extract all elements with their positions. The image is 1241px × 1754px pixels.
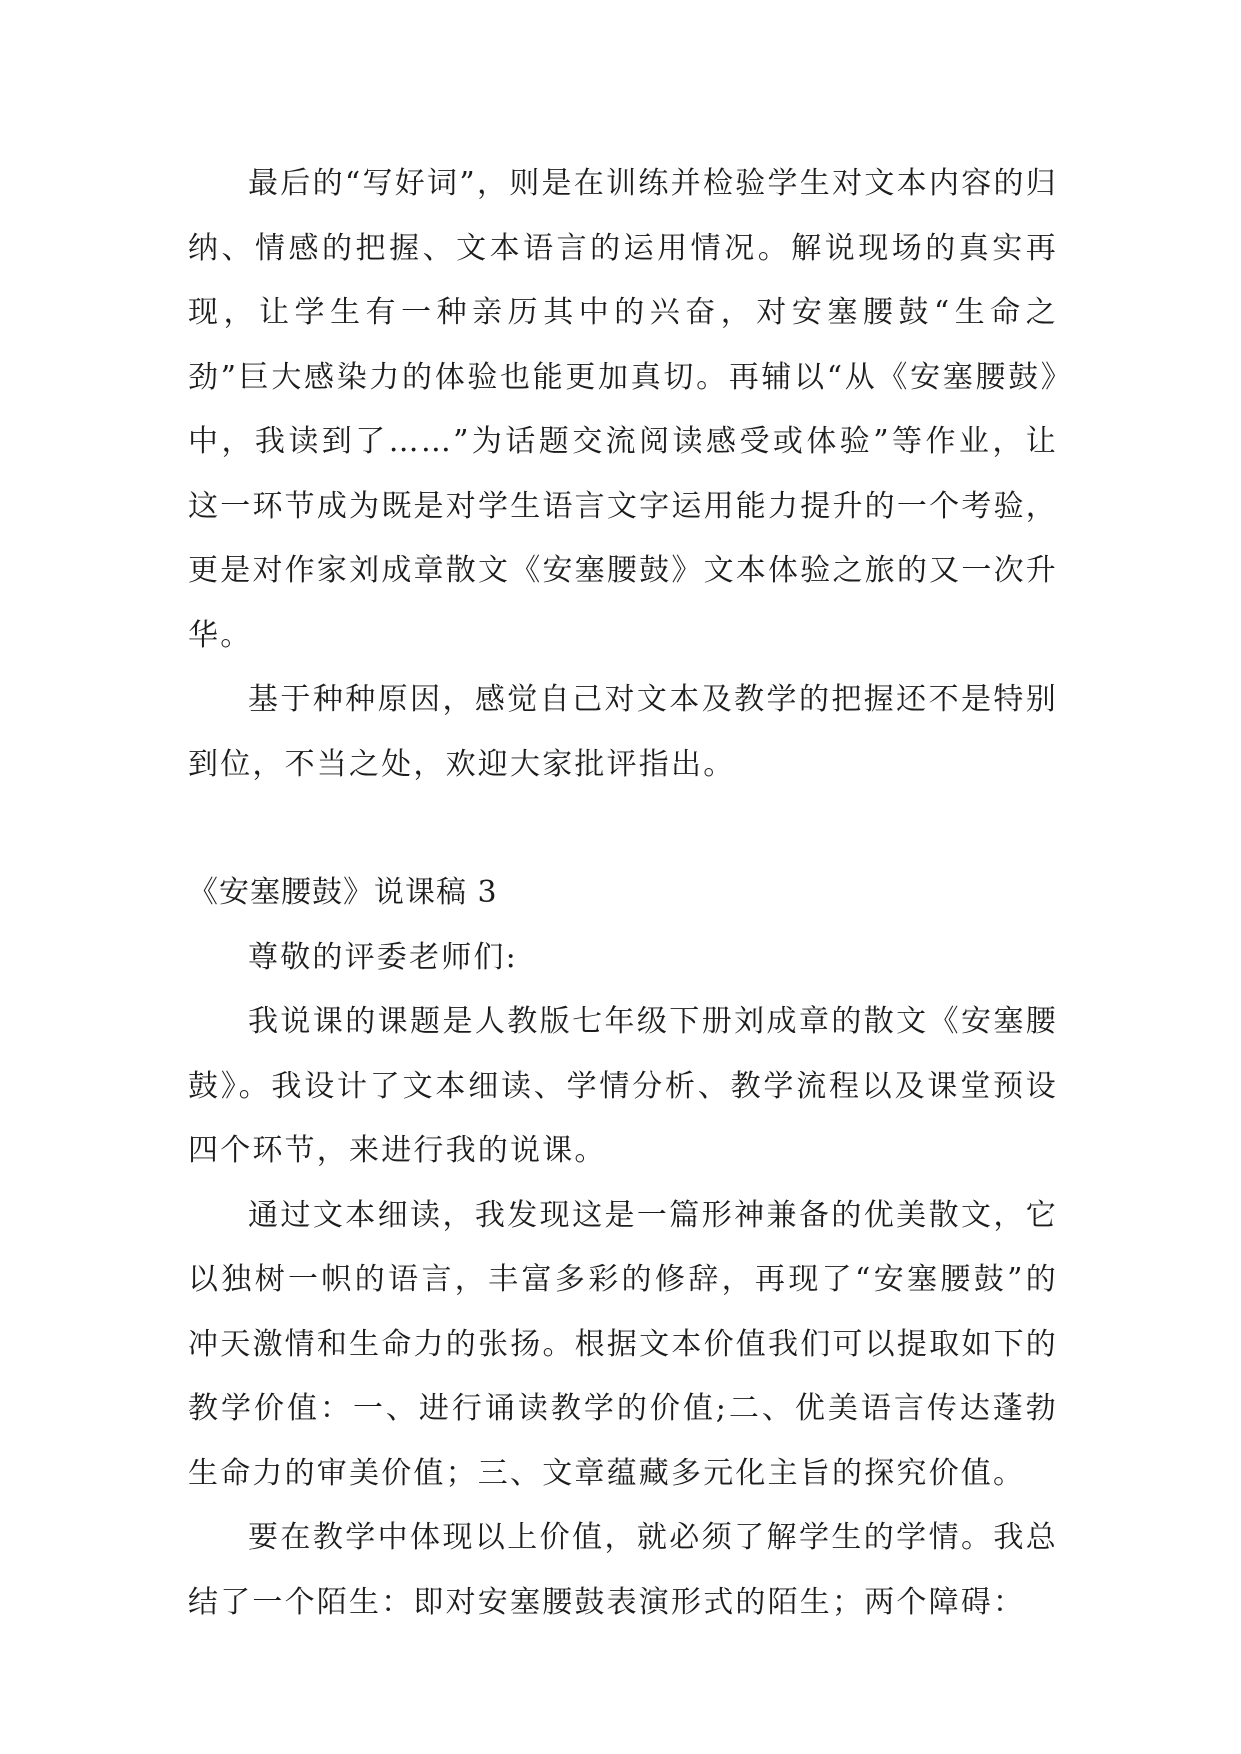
paragraph-greeting: 尊敬的评委老师们:	[248, 939, 518, 975]
paragraph-text-analysis: 通过文本细读，我发现这是一篇形神兼备的优美散文，它以独树一帜的语言，丰富多彩的修辞，再现了“安塞腰鼓”的冲天激情和生命力的张扬。根据文本价值我们可以提取如下的教学价值：一、进行诵读教学的价值;二、优美语言传达蓬勃生命力的审美价值；三、文章蕴藏多元化主旨的探究价值。	[188, 1197, 1058, 1491]
paragraph-writing-good-words: 最后的“写好词”，则是在训练并检验学生对文本内容的归纳、情感的把握、文本语言的运用情况。解说现场的真实再现，让学生有一种亲历其中的兴奋，对安塞腰鼓“生命之劲”巨大感染力的体验也能更加真切。再辅以“从《安塞腰鼓》中，我读到了……”为话题交流阅读感受或体验”等作业，让这一环节成为既是对学生语言文字运用能力提升的一个考验，更是对作家刘成章散文《安塞腰鼓》文本体验之旅的又一次升华。	[188, 166, 1058, 653]
section-spacer	[188, 797, 1058, 861]
paragraph-closing-remark: 基于种种原因，感觉自己对文本及教学的把握还不是特别到位，不当之处，欢迎大家批评指出。	[188, 682, 1058, 782]
paragraph-student-analysis: 要在教学中体现以上价值，就必须了解学生的学情。我总结了一个陌生：即对安塞腰鼓表演形式的陌生；两个障碍：	[188, 1520, 1058, 1620]
document-body	[188, 152, 1058, 1635]
section-title: 《安塞腰鼓》说课稿 3	[188, 875, 498, 910]
paragraph-lesson-topic: 我说课的课题是人教版七年级下册刘成章的散文《安塞腰鼓》。我设计了文本细读、学情分析、教学流程以及课堂预设四个环节，来进行我的说课。	[188, 1004, 1058, 1168]
